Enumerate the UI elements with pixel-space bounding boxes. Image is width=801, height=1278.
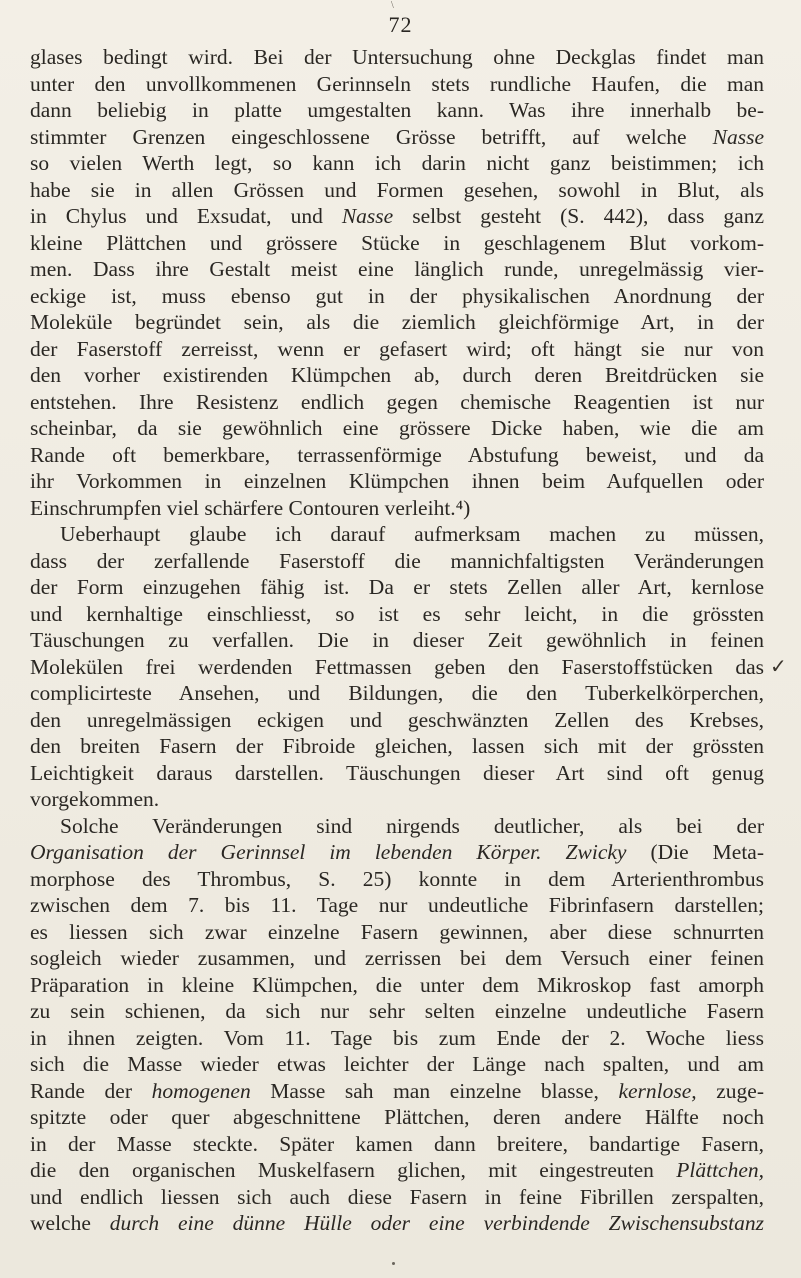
text-segment: men. Dass ihre Gestalt meist eine länglich runde, unregelmässig vier- bbox=[30, 257, 764, 281]
italic-text: Organisation der Gerinnsel im lebenden Körper. bbox=[30, 840, 542, 864]
text-segment bbox=[542, 840, 566, 864]
text-line bbox=[30, 945, 764, 972]
text-segment: morphose des Thrombus, S. 25) konnte in dem Arterienthrombus bbox=[30, 866, 764, 891]
text-segment: dass der zerfallende Faserstoff die mannichfaltigsten Veränderungen bbox=[30, 548, 764, 573]
page-number: 72 bbox=[388, 12, 413, 37]
italic-text: kernlose, bbox=[618, 1078, 697, 1103]
text-segment: sich die Masse wieder etwas leichter der Länge nach spalten, und am bbox=[30, 1052, 764, 1076]
text-line bbox=[30, 468, 764, 495]
text-line bbox=[30, 442, 764, 469]
text-line bbox=[30, 1104, 764, 1131]
text-line bbox=[30, 203, 764, 230]
text-line bbox=[30, 627, 764, 654]
italic-text: homogenen bbox=[151, 1078, 251, 1103]
text-segment: Solche Veränderungen sind nirgends deutlicher, als bei der bbox=[60, 813, 764, 838]
text-line bbox=[30, 177, 764, 204]
text-segment: welche bbox=[30, 1211, 110, 1235]
text-line bbox=[30, 309, 764, 336]
text-segment: der Form einzugehen fähig ist. Da er stets Zellen aller Art, kernlose bbox=[30, 575, 764, 599]
text-segment: Rande der bbox=[30, 1078, 152, 1103]
text-segment: Moleküle begründet sein, als die ziemlich gleichförmige Art, in der bbox=[30, 310, 764, 334]
text-segment: in ihnen zeigten. Vom 11. Tage bis zum Ende der 2. Woche liess bbox=[30, 1025, 764, 1050]
text-line bbox=[30, 707, 764, 734]
text-line bbox=[30, 839, 764, 866]
text-segment: Masse sah man einzelne blasse, bbox=[250, 1078, 619, 1103]
text-segment: Rande oft bemerkbare, terrassenförmige Abstufung beweist, und da bbox=[30, 442, 764, 467]
text-line bbox=[30, 97, 764, 124]
text-line bbox=[30, 1184, 764, 1211]
text-line bbox=[30, 1078, 764, 1105]
text-segment: zu sein schienen, da sich nur sehr selten einzelne undeutliche Fasern bbox=[30, 999, 764, 1023]
text-line bbox=[30, 256, 764, 283]
text-segment: selbst gesteht (S. 442), dass ganz bbox=[393, 204, 764, 228]
text-line bbox=[30, 283, 764, 310]
text-line bbox=[30, 919, 764, 946]
text-line bbox=[30, 733, 764, 760]
text-line bbox=[30, 574, 764, 601]
italic-text: Nasse bbox=[341, 204, 394, 228]
text-segment: sogleich wieder zusammen, und zerrissen bei dem Versuch einer feinen bbox=[30, 946, 764, 970]
text-segment: Ueberhaupt glaube ich darauf aufmerksam machen zu müssen, bbox=[60, 522, 764, 546]
text-line bbox=[30, 230, 764, 257]
text-line bbox=[30, 71, 764, 98]
bottom-speck bbox=[392, 1262, 395, 1265]
text-segment: Täuschungen zu verfallen. Die in dieser Zeit gewöhnlich in feinen bbox=[30, 628, 764, 652]
text-segment: (Die Meta- bbox=[626, 840, 764, 864]
text-segment: so vielen Werth legt, so kann ich darin nicht ganz beistimmen; ich bbox=[30, 151, 764, 175]
text-line bbox=[30, 998, 764, 1025]
text-segment: die den organischen Muskelfasern glichen, mit eingestreuten bbox=[30, 1158, 677, 1182]
text-segment: Präparation in kleine Klümpchen, die unter dem Mikroskop fast amorph bbox=[30, 972, 764, 997]
text-line bbox=[30, 150, 764, 177]
text-segment: vorgekommen. bbox=[30, 787, 160, 811]
text-segment: glases bedingt wird. Bei der Untersuchung ohne Deckglas findet man bbox=[30, 45, 764, 69]
text-segment: unter den unvollkommenen Gerinnseln stets rundliche Haufen, die man bbox=[30, 71, 764, 96]
text-segment: zuge- bbox=[696, 1078, 764, 1103]
text-segment: dann beliebig in platte umgestalten kann. Was ihre innerhalb be- bbox=[30, 98, 764, 122]
text-line bbox=[30, 548, 764, 575]
text-segment: zwischen dem 7. bis 11. Tage nur undeutliche Fibrinfasern darstellen; bbox=[30, 893, 764, 917]
text-line bbox=[30, 866, 764, 893]
text-segment: habe sie in allen Grössen und Formen gesehen, sowohl in Blut, als bbox=[30, 177, 764, 202]
text-line bbox=[30, 786, 764, 813]
top-margin-mark: \ bbox=[391, 0, 394, 11]
text-line bbox=[30, 495, 764, 522]
text-line bbox=[30, 124, 764, 151]
text-segment: den breiten Fasern der Fibroide gleichen, lassen sich mit der grössten bbox=[30, 734, 764, 758]
text-segment: den unregelmässigen eckigen und geschwänzten Zellen des Krebses, bbox=[30, 707, 764, 732]
text-segment: Einschrumpfen viel schärfere Contouren verleiht.⁴) bbox=[30, 495, 471, 520]
text-segment: in der Masse steckte. Später kamen dann breitere, bandartige Fasern, bbox=[30, 1131, 764, 1156]
text-line bbox=[30, 601, 764, 628]
text-segment: in Chylus und Exsudat, und bbox=[30, 204, 342, 228]
margin-annotation-mark: ✓ bbox=[770, 656, 787, 678]
text-line bbox=[30, 1157, 764, 1184]
text-segment: scheinbar, da sie gewöhnlich eine grössere Dicke haben, wie die am bbox=[30, 416, 764, 440]
text-segment: es liessen sich zwar einzelne Fasern gewinnen, aber diese schnurrten bbox=[30, 919, 764, 944]
text-line bbox=[30, 680, 764, 707]
text-line bbox=[30, 1131, 764, 1158]
italic-text: durch eine dünne Hülle oder eine verbindende Zwischensubstanz bbox=[109, 1211, 764, 1235]
italic-text: Zwicky bbox=[565, 840, 627, 864]
text-segment: ihr Vorkommen in einzelnen Klümpchen ihnen beim Aufquellen oder bbox=[30, 469, 764, 493]
text-segment: den vorher existirenden Klümpchen ab, durch deren Breitdrücken sie bbox=[30, 363, 764, 387]
text-line bbox=[30, 760, 764, 787]
text-segment: Molekülen frei werdenden Fettmassen geben den Faserstoffstücken das bbox=[30, 654, 764, 679]
text-segment: und endlich liessen sich auch diese Fasern in feine Fibrillen zerspalten, bbox=[30, 1184, 764, 1209]
text-segment: der Faserstoff zerreisst, wenn er gefasert wird; oft hängt sie nur von bbox=[30, 336, 764, 361]
italic-text: Plättchen, bbox=[676, 1158, 764, 1182]
text-segment: complicirteste Ansehen, und Bildungen, die den Tuberkelkörperchen, bbox=[30, 681, 764, 705]
text-segment: entstehen. Ihre Resistenz endlich gegen chemische Reagentien ist nur bbox=[30, 389, 764, 414]
text-line bbox=[30, 1051, 764, 1078]
text-segment: stimmter Grenzen eingeschlossene Grösse betrifft, auf welche bbox=[30, 124, 713, 149]
text-line bbox=[30, 813, 764, 840]
text-line bbox=[30, 972, 764, 999]
text-line bbox=[30, 1210, 764, 1237]
text-line bbox=[30, 415, 764, 442]
text-segment: spitzte oder quer abgeschnittene Plättchen, deren andere Hälfte noch bbox=[30, 1105, 764, 1129]
italic-text: Nasse bbox=[712, 124, 764, 149]
text-line bbox=[30, 521, 764, 548]
text-segment: und kernhaltige einschliesst, so ist es sehr leicht, in die grössten bbox=[30, 601, 764, 626]
text-line bbox=[30, 44, 764, 71]
text-line bbox=[30, 654, 764, 681]
body-text bbox=[30, 44, 764, 1237]
text-line bbox=[30, 336, 764, 363]
text-segment: eckige ist, muss ebenso gut in der physikalischen Anordnung der bbox=[30, 283, 764, 308]
text-line bbox=[30, 389, 764, 416]
text-segment: kleine Plättchen und grössere Stücke in geschlagenem Blut vorkom- bbox=[30, 230, 764, 255]
text-line bbox=[30, 1025, 764, 1052]
text-segment: Leichtigkeit daraus darstellen. Täuschungen dieser Art sind oft genug bbox=[30, 760, 764, 785]
text-line bbox=[30, 362, 764, 389]
text-line bbox=[30, 892, 764, 919]
